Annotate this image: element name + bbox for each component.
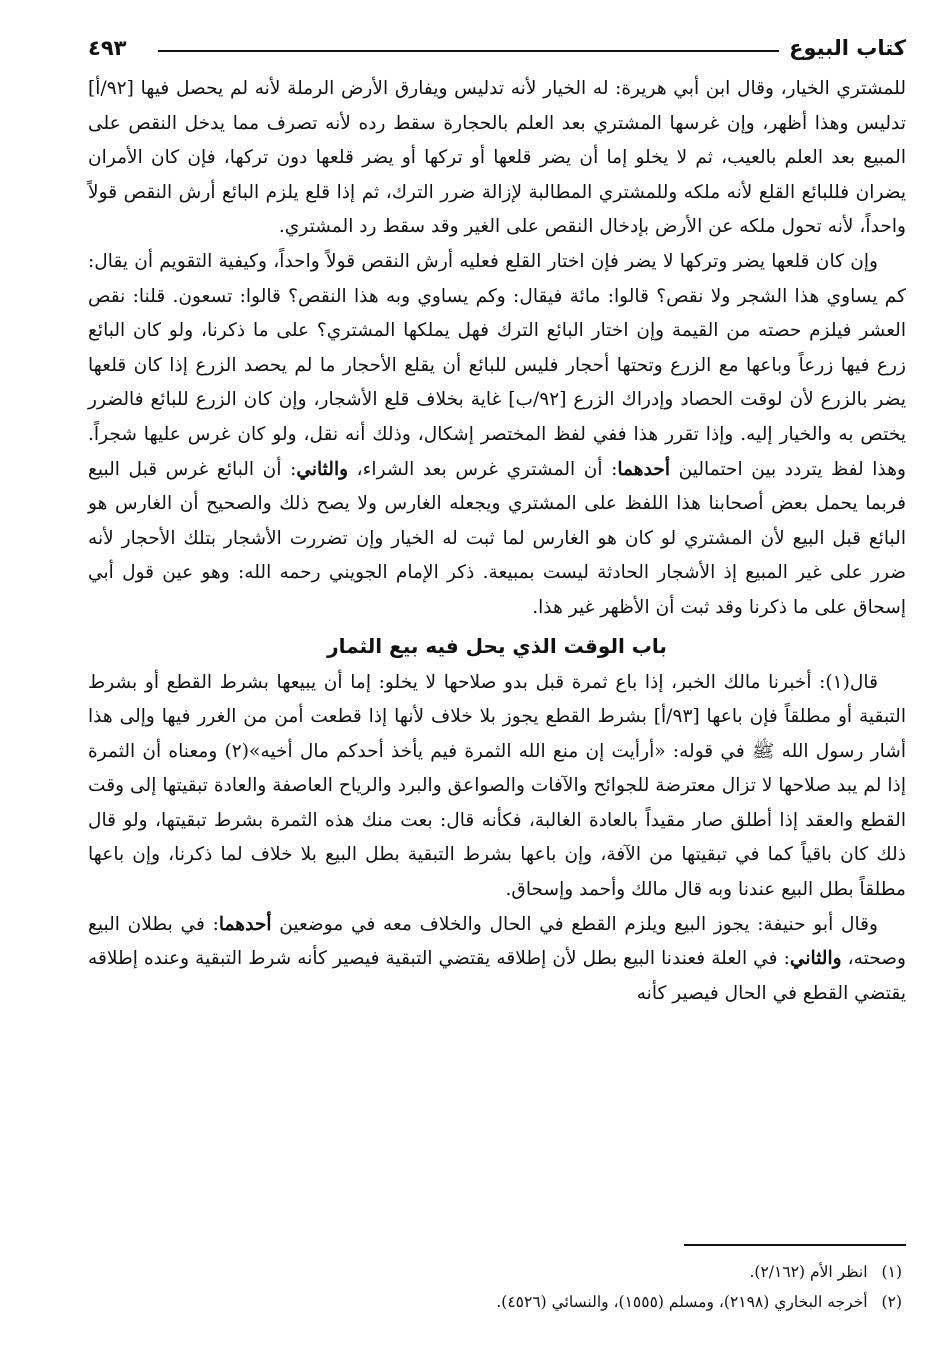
page-header bbox=[88, 30, 906, 66]
paragraph-text: : أن المشتري غرس بعد الشراء، bbox=[348, 458, 618, 480]
bold-term: والثاني bbox=[296, 458, 349, 480]
bold-term: والثاني bbox=[789, 948, 842, 970]
paragraph: للمشتري الخيار، وقال ابن أبي هريرة: له الخيار لأنه تدليس ويفارق الأرض الرملة لأنه لم يحصل فيها [٩٢/أ] تدليس وهذا أظهر، وإن غرسها المشتري بعد العلم بالحجارة سقط رده لأنه تصرف مما يدخل النقص على المبيع بعد العلم بالعيب، ثم لا يخلو إما أن يضر قلعها أو تركها أو يضر قلعها دون تركها، فإن كان الأمران يضران فللبائع القلع لأنه ملكه وللمشتري المطالبة لإزالة ضرر الترك، ثم إذا قلع يلزم البائع أرش النقص قولاً واحداً، لأنه تحول ملكه عن الأرض بإدخال النقص على الغير وقد سقط رد المشتري. bbox=[88, 78, 906, 238]
page-number: ٤٩٣ bbox=[88, 36, 136, 60]
header-rule bbox=[158, 50, 806, 52]
paragraph-text: : في العلة فعندنا البيع بطل لأن إطلاقه يقتضي التبقية فيصير كأنه شرط التبقية وعنده إطلاقه يقتضي القطع في الحال فيصير كأنه bbox=[88, 948, 906, 1004]
paragraph bbox=[88, 908, 906, 1012]
paragraph bbox=[88, 245, 906, 626]
main-text bbox=[88, 72, 906, 1011]
footnote-text: أخرجه البخاري (٢١٩٨)، ومسلم (١٥٥٥)، والنسائي (٤٥٢٦). bbox=[496, 1293, 868, 1311]
bold-term: أحدهما bbox=[617, 458, 671, 480]
paragraph: قال(١): أخبرنا مالك الخبر، إذا باع ثمرة قبل بدو صلاحها لا يخلو: إما أن يبيعها بشرط القطع أو بشرط التبقية أو مطلقاً فإن باعها [٩٣/أ] بشرط القطع يجوز بلا خلاف لأنها إذا قطعت أمن من الغرر فيها وإلى هذا أشار رسول الله ﷺ في قوله: «أرأيت إن منع الله الثمرة فيم يأخذ أحدكم مال أخيه»(٢) ومعناه أن الثمرة إذا لم يبد صلاحها لا تزال معترضة للجوائح والآفات والصواعق والبرد والرياح العاصفة والعادة تبقيتها إلى وقت القطع والعقد إذا أطلق صار مقيداً بالعادة الغالبة، فكأنه قال: بعت منك هذه الثمرة بشرط تبقيتها، ولو قال ذلك كان باقياً كما في تبقيتها من الآفة، وإن باعها بشرط التبقية بطل البيع بلا خلاف لما ذكرنا، وإن باعها مطلقاً بطل البيع عندنا وبه قال مالك وأحمد وإسحاق. bbox=[88, 671, 907, 901]
chapter-heading: باب الوقت الذي يحل فيه بيع الثمار bbox=[327, 633, 667, 658]
paragraph-text: : في بطلان البيع وصحته، bbox=[88, 913, 907, 970]
paragraph-text: : أن البائع غرس قبل البيع فربما يحمل بعض أصحابنا هذا اللفظ على المشتري ويجعله الغارس ولا يصح ذلك والصحيح أن الغارس هو البائع قبل البيع لأن المشتري لو كان هو الغارس لما ثبت له الخيار وإن تضررت الأشجار بتلك الأحجار لأنه ضرر على غير المبيع إذ الأشجار الحادثة ليست بمبيعة. ذكر الإمام الجويني رحمه الله: وهو عين قول أبي إسحاق على ما ذكرنا وقد ثبت أن الأظهر غير هذا. bbox=[88, 458, 906, 618]
paragraph-text: وقال أبو حنيفة: يجوز البيع ويلزم القطع في الحال والخلاف معه في موضعين bbox=[271, 913, 878, 935]
book-page bbox=[88, 30, 906, 1011]
footnote bbox=[88, 1287, 906, 1317]
footnote bbox=[88, 1257, 906, 1287]
paragraph-text: وإن كان قلعها يضر وتركها لا يضر فإن اختار القلع فعليه أرش النقص قولاً واحداً، وكيفية التقويم أن يقال: كم يساوي هذا الشجر ولا نقص؟ قالوا: مائة فيقال: وكم يساوي وبه هذا النقص؟ قالوا: تسعون. قلنا: نقص العشر فيلزم حصته من القيمة وإن اختار البائع الترك فهل يملكها المشتري؟ على ما ذكرنا، ولو كان البائع زرع فيها زرعاً وباعها مع الزرع وتحتها أحجار فليس للبائع أن يقلع الأحجار ما لم يحصد الزرع إذا كان قلعها يضر بالزرع لأن لوقت الحصاد وإدراك الزرع [٩٢/ب] غاية بخلاف قلع الأشجار، وإن كان الزرع للبائع فالضرر يختص به والخيار إليه. وإذا تقرر هذا ففي لفظ المختصر إشكال، وذلك أنه نقل، ولو كان غرس عليها شجراً. وهذا لفظ يتردد بين احتمالين bbox=[88, 250, 906, 480]
footnote-number: (٢) bbox=[881, 1293, 902, 1311]
footnote-text: انظر الأم (٢/١٦٢). bbox=[749, 1263, 868, 1281]
footnote-number: (١) bbox=[881, 1263, 902, 1281]
footnote-rule bbox=[684, 1244, 906, 1246]
footnotes bbox=[88, 1244, 906, 1317]
bold-term: أحدهما bbox=[218, 913, 272, 935]
running-title: كتاب البيوع bbox=[779, 36, 906, 60]
